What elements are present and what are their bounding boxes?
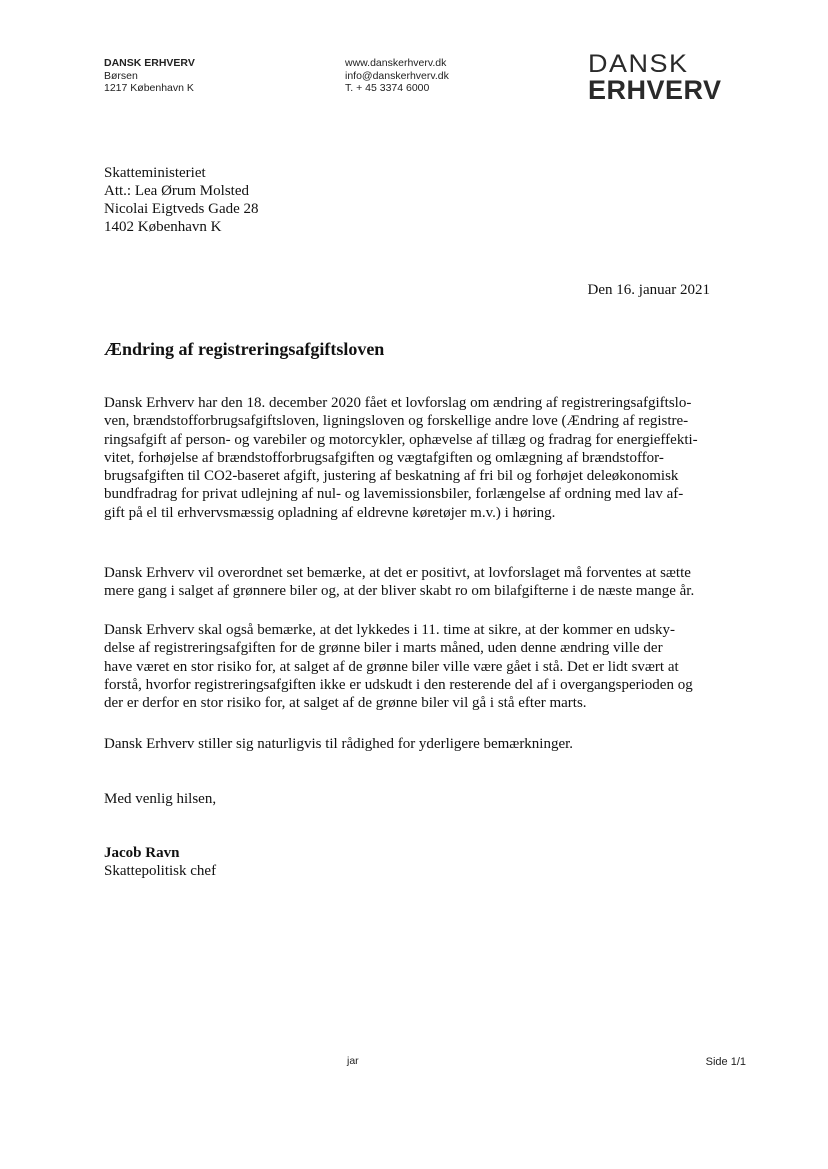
- signatory-title: Skattepolitisk chef: [104, 863, 217, 879]
- recipient-street: Nicolai Eigtveds Gade 28: [104, 201, 259, 217]
- paragraph-line: Dansk Erhverv vil overordnet set bemærke, at det er positivt, at lovforslaget må forventes at sætte: [104, 565, 691, 581]
- dansk-erhverv-logo: [588, 52, 722, 104]
- paragraph-line: forstå, hvorfor registreringsafgiften ikke er udskudt i den resterende del af i overgangsperioden og: [104, 676, 693, 693]
- paragraph-line: mere gang i salget af grønnere biler og, at der bliver skabt ro om bilafgifterne i de næste mange år.: [104, 583, 695, 600]
- paragraph-line: delse af registreringsafgiften for de grønne biler i marts måned, uden denne ændring ville der: [104, 640, 663, 657]
- paragraph-line: ven, brændstofforbrugsafgiftsloven, ligningsloven og forskellige andre love (Ændring af registre-: [104, 413, 689, 430]
- signatory-name: Jacob Ravn: [104, 845, 180, 861]
- sender-postal-line: 1217 København K: [104, 82, 194, 94]
- letter-date: Den 16. januar 2021: [587, 282, 710, 298]
- sender-address: [104, 57, 195, 95]
- paragraph-line: gift på el til erhvervsmæssig opladning af eldrevne køretøjer m.v.) i høring.: [104, 504, 556, 521]
- paragraph-line: bundfradrag for privat udlejning af nul- og lavemissionsbiler, forlængelse af ordning med lav af-: [104, 486, 684, 503]
- author-initials: jar: [347, 1055, 359, 1067]
- closing-salutation: Med venlig hilsen,: [104, 791, 217, 807]
- email-link[interactable]: info@danskerhverv.dk: [345, 69, 449, 82]
- body-paragraph: [104, 735, 724, 753]
- page-number: Side 1/1: [705, 1056, 746, 1068]
- body-paragraph: [104, 564, 724, 601]
- phone-number: T. + 45 3374 6000: [345, 82, 430, 94]
- sender-address-line: Børsen: [104, 69, 138, 82]
- paragraph-line: Dansk Erhverv skal også bemærke, at det lykkedes i 11. time at sikre, at der kommer en udsky-: [104, 622, 675, 638]
- paragraph-line: Dansk Erhverv stiller sig naturligvis til rådighed for yderligere bemærkninger.: [104, 736, 574, 752]
- recipient-org: Skatteministeriet: [104, 165, 206, 181]
- paragraph-line: ringsafgift af person- og varebiler og motorcykler, ophævelse af tillæg og fradrag for energieffekti-: [104, 431, 698, 448]
- letter-subject: Ændring af registreringsafgiftsloven: [104, 339, 385, 359]
- logo-line-dansk: DANSK: [588, 50, 689, 78]
- paragraph-line: der er derfor en stor risiko for, at salget af de grønne biler vil gå i stå efter marts.: [104, 695, 587, 712]
- paragraph-line: vitet, forhøjelse af brændstofforbrugsafgiften og vægtafgiften og omlægning af brændstoffor-: [104, 449, 664, 466]
- paragraph-line: Dansk Erhverv har den 18. december 2020 fået et lovforslag om ændring af registreringsafgiftslo-: [104, 395, 692, 411]
- recipient-attention: Att.: Lea Ørum Molsted: [104, 183, 249, 199]
- body-paragraph: [104, 621, 724, 712]
- paragraph-line: brugsafgiften til CO2-baseret afgift, justering af beskatning af fri bil og forhøjet deleøkonomisk: [104, 468, 679, 485]
- logo-line-erhverv: ERHVERV: [588, 75, 722, 105]
- recipient-postal: 1402 København K: [104, 219, 222, 235]
- website-link[interactable]: www.danskerhverv.dk: [345, 57, 447, 69]
- sender-name: DANSK ERHVERV: [104, 57, 195, 69]
- body-paragraph: [104, 394, 724, 522]
- sender-contact: [345, 57, 449, 95]
- recipient-address: [104, 164, 259, 236]
- paragraph-line: have været en stor risiko for, at salget af de grønne biler ville være gået i stå. Det er lidt svært at: [104, 658, 679, 675]
